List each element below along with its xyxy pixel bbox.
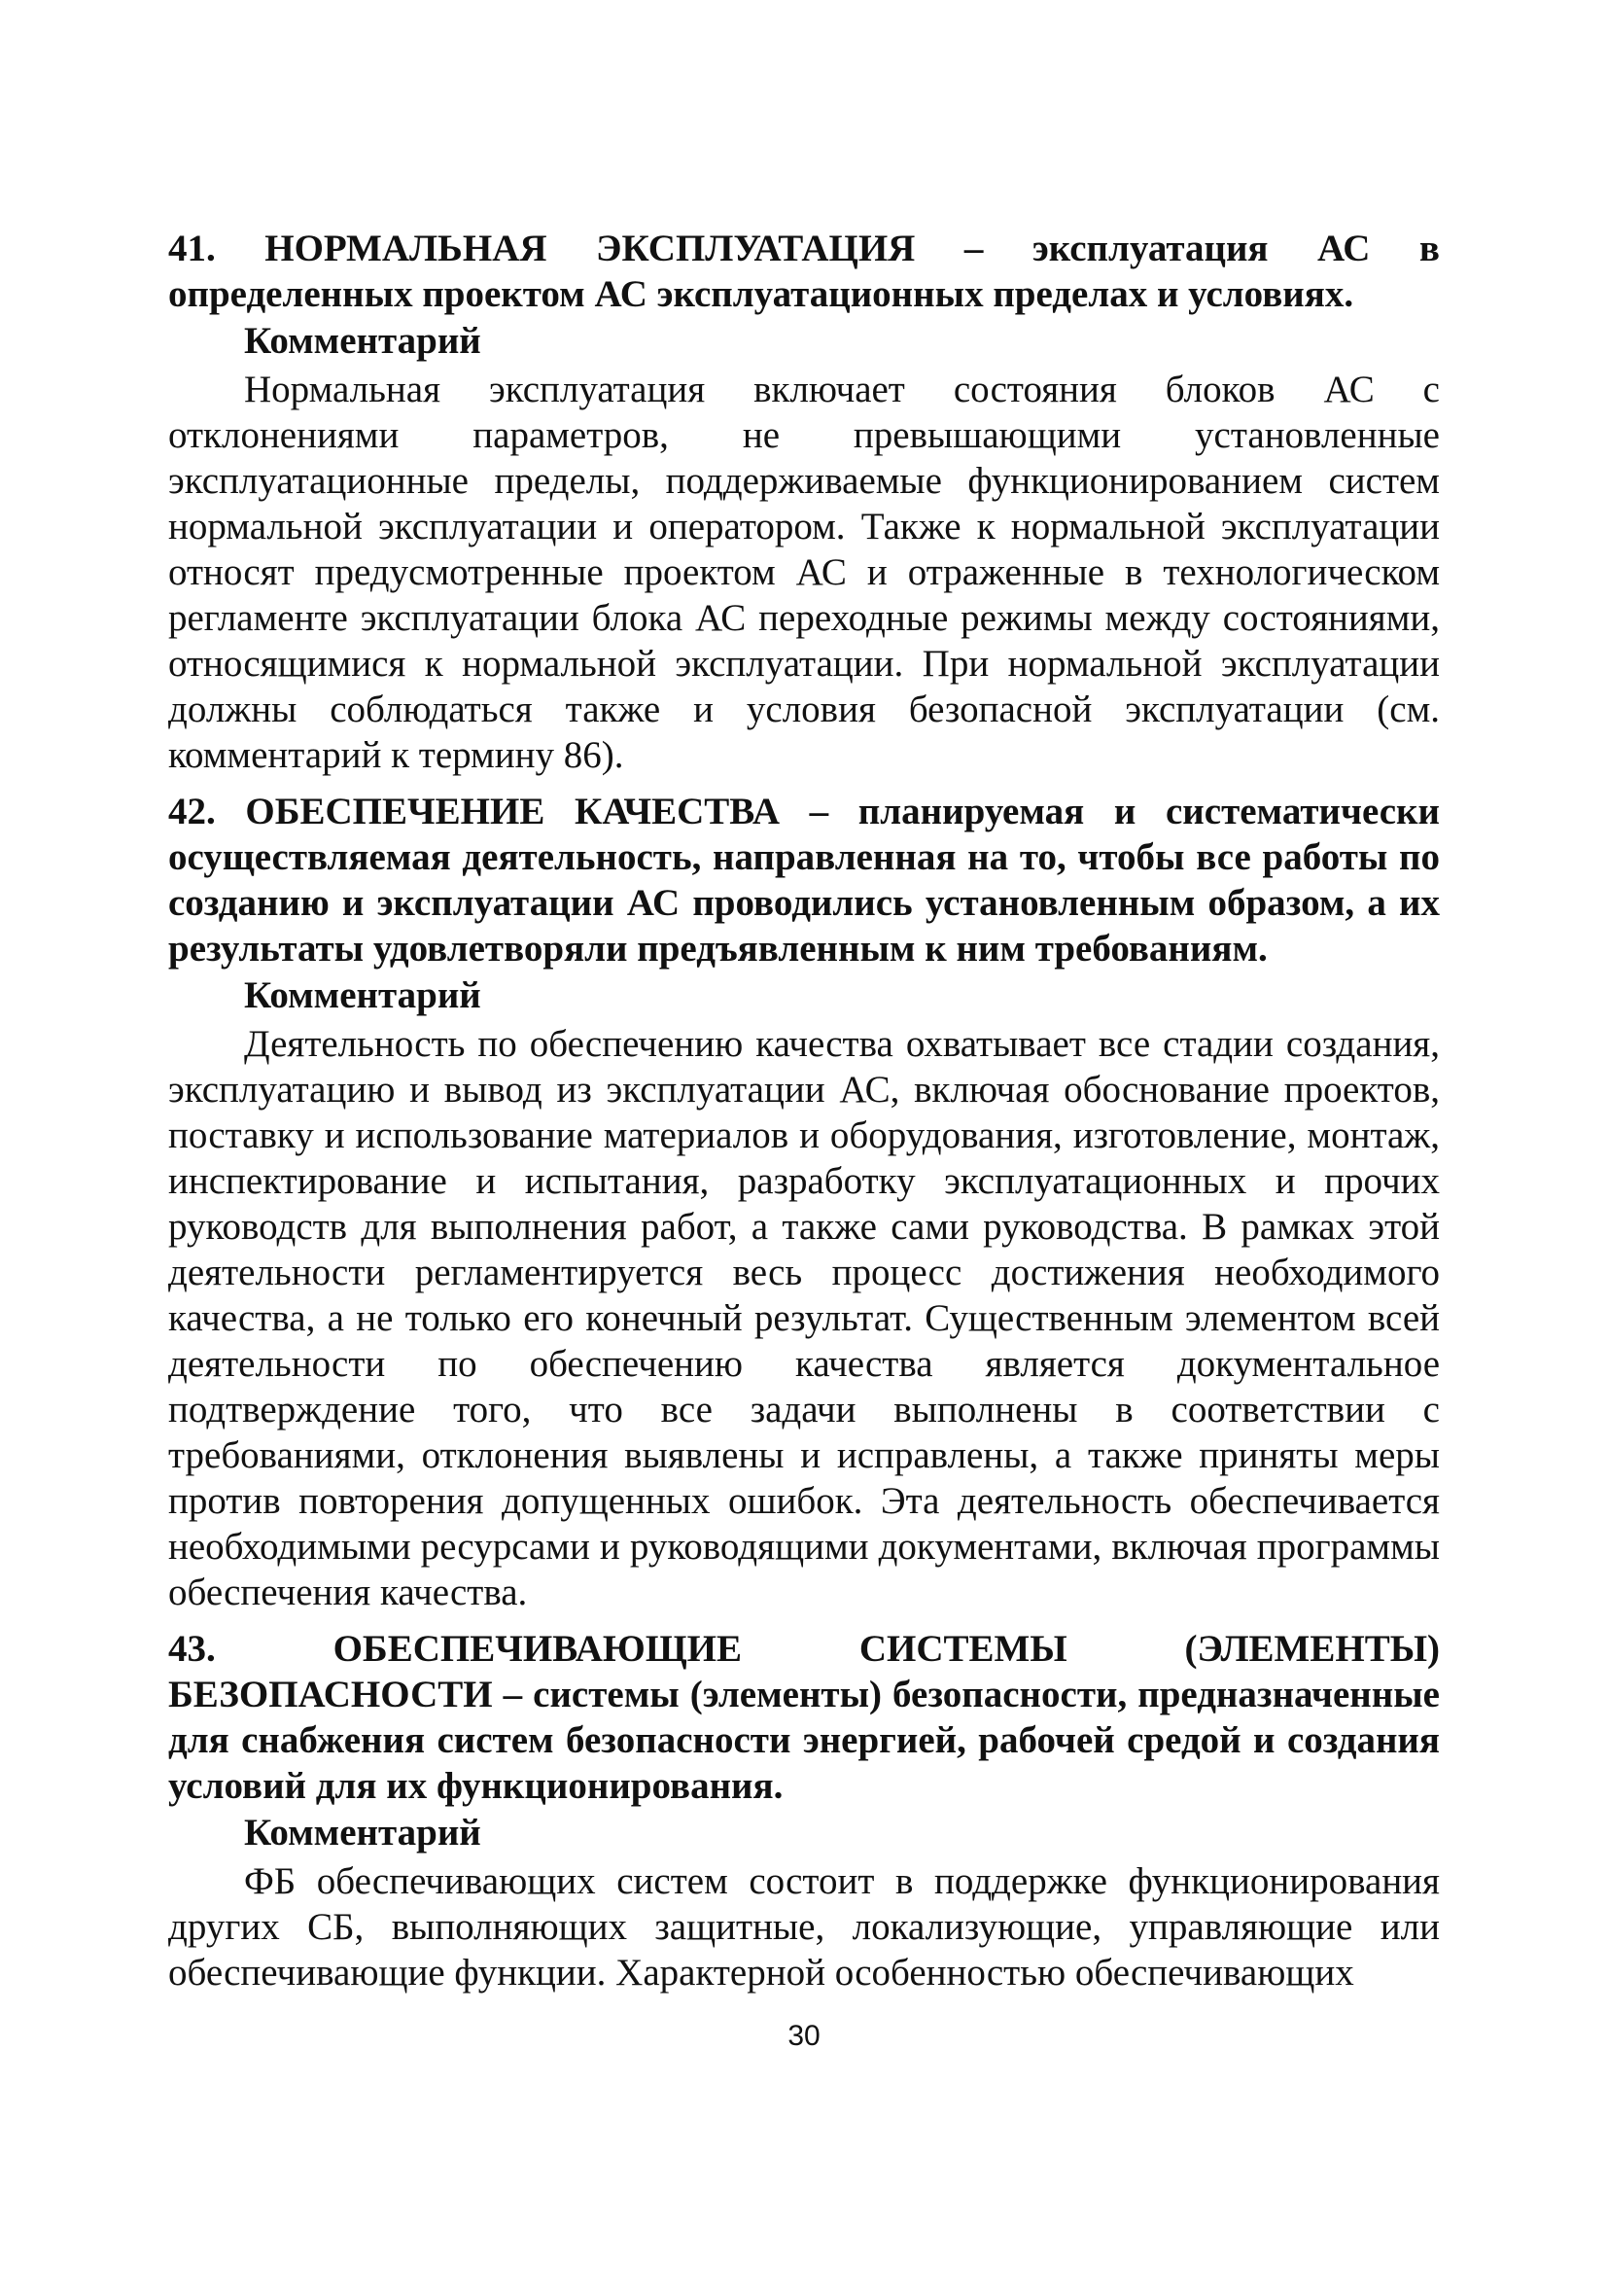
page-content <box>168 226 1440 2006</box>
term-entry-42 <box>168 789 1440 1615</box>
comment-text-41: Нормальная эксплуатация включает состояния блоков АС с отклонениями параметров, не превышающими установленные эксплуатационные пределы, поддерживаемые функционированием систем нормальной эксплуатации и оператором. Также к нормальной эксплуатации относят предусмотренные проектом АС и отраженные в технологическом регламенте эксплуатации блока АС переходные режимы между состояниями, относящимися к нормальной эксплуатации. При нормальной эксплуатации должны соблюдаться также и условия безопасной эксплуатации (см. комментарий к термину 86). <box>168 369 1440 776</box>
term-entry-43 <box>168 1626 1440 1996</box>
comment-text-43: ФБ обеспечивающих систем состоит в поддержке функционирования других СБ, выполняющих защитные, локализующие, управляющие или обеспечивающие функции. Характерной особенностью обеспечивающих <box>168 1860 1440 1994</box>
comment-heading-42: Комментарий <box>244 974 481 1016</box>
term-entry-41 <box>168 226 1440 778</box>
comment-text-42: Деятельность по обеспечению качества охватывает все стадии создания, эксплуатацию и вывод из эксплуатации АС, включая обоснование проектов, поставку и использование материалов и оборудования, изготовление, монтаж, инспектирование и испытания, разработку эксплуатационных и прочих руководств для выполнения работ, а также сами руководства. В рамках этой деятельности регламентируется весь процесс достижения необходимого качества, а не только его конечный результат. Существенным элементом всей деятельности по обеспечению качества является документальное подтверждение того, что все задачи выполнены в соответствии с требованиями, отклонения выявлены и исправлены, а также приняты меры против повторения допущенных ошибок. Эта деятельность обеспечивается необходимыми ресурсами и руководящими документами, включая программы обеспечения качества. <box>168 1023 1440 1613</box>
term-definition-42: 42. ОБЕСПЕЧЕНИЕ КАЧЕСТВА – планируемая и систематически осуществляемая деятельность, направленная на то, чтобы все работы по созданию и эксплуатации АС проводились установленным образом, а их результаты удовлетворяли предъявленным к ним требованиям. <box>168 791 1440 970</box>
page-number: 30 <box>787 2020 821 2052</box>
term-definition-43: 43. ОБЕСПЕЧИВАЮЩИЕ СИСТЕМЫ (ЭЛЕМЕНТЫ) БЕЗОПАСНОСТИ – системы (элементы) безопасности, предназначенные для снабжения систем безопасности энергией, рабочей средой и создания условий для их функционирования. <box>168 1628 1440 1807</box>
comment-heading-43: Комментарий <box>244 1812 481 1854</box>
comment-heading-41: Комментарий <box>244 320 481 362</box>
term-definition-41: 41. НОРМАЛЬНАЯ ЭКСПЛУАТАЦИЯ – эксплуатация АС в определенных проектом АС эксплуатационных пределах и условиях. <box>168 228 1440 315</box>
